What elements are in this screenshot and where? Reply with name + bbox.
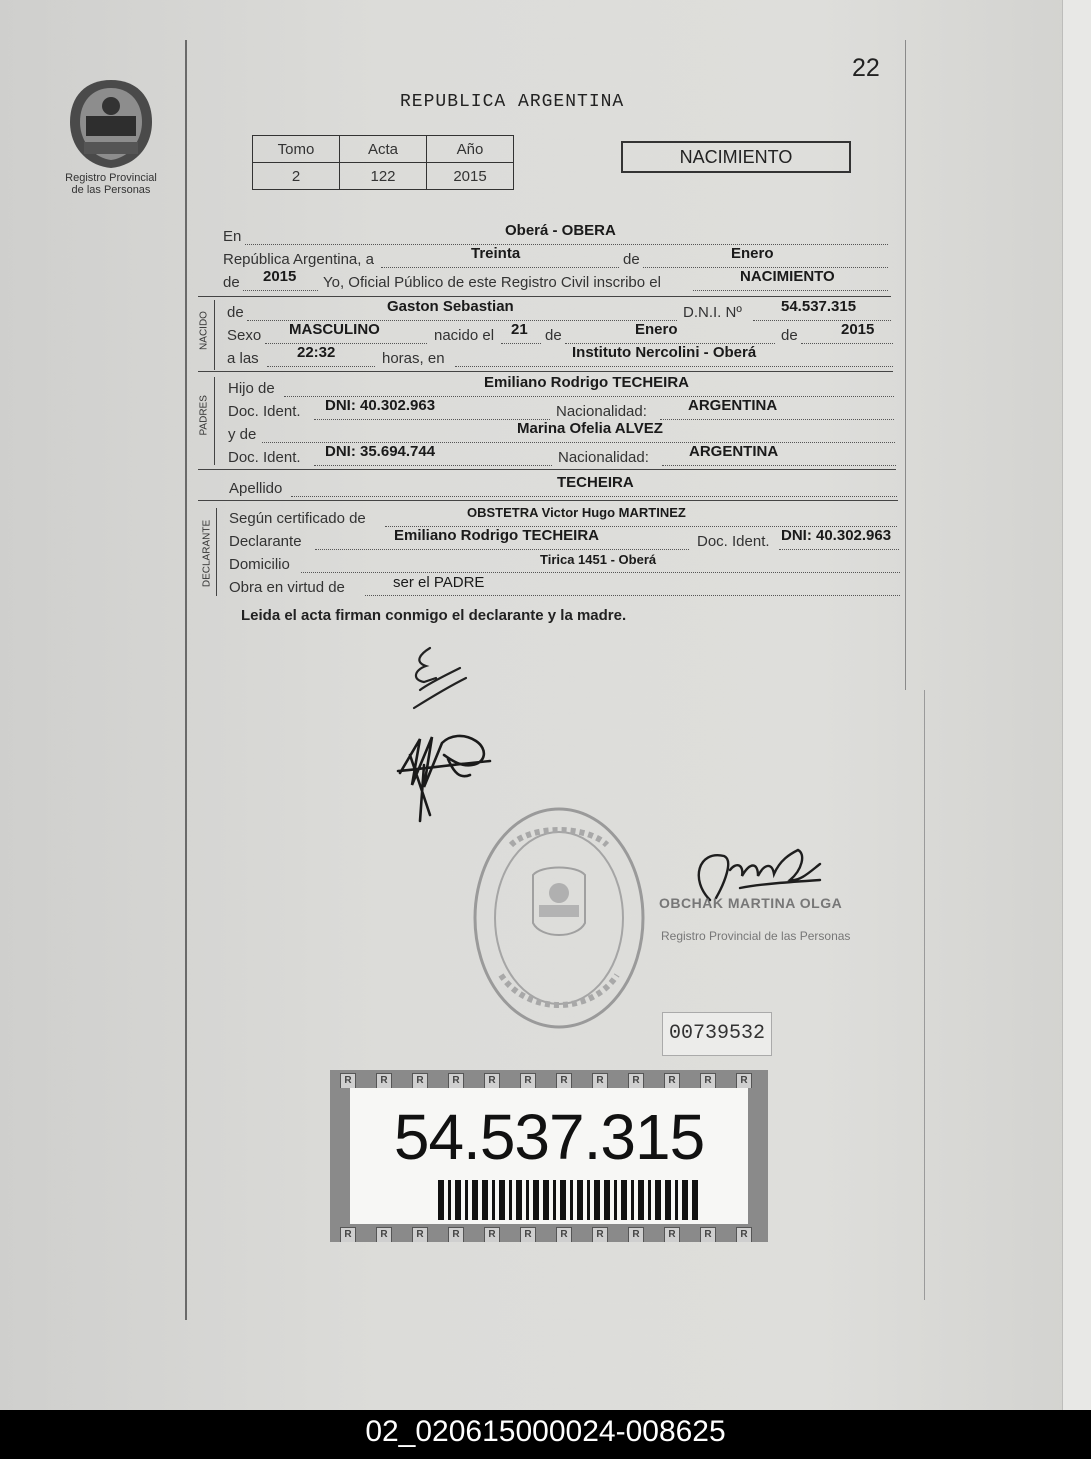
value-place: Oberá - OBERA [505, 222, 616, 239]
section-divider-declarante [198, 500, 898, 501]
row-en [223, 222, 888, 248]
label-y-de: y de [228, 426, 257, 443]
row-capacity [229, 574, 900, 599]
value-birth-day: 21 [511, 321, 528, 338]
label-de-birth-year: de [781, 327, 798, 344]
label-sexo: Sexo [227, 327, 262, 344]
value-sex: MASCULINO [289, 321, 380, 338]
value-mother-name: Marina Ofelia ALVEZ [517, 420, 663, 437]
right-border-line-lower [924, 690, 925, 1300]
section-divider-padres [198, 371, 893, 372]
label-a-las: a las [227, 350, 259, 367]
label-en: En [223, 228, 242, 245]
value-child-dni: 54.537.315 [781, 298, 857, 315]
value-year: 2015 [263, 268, 297, 285]
label-de: de [623, 251, 640, 268]
label-nacionalidad-father: Nacionalidad: [556, 403, 647, 420]
value-acta: 122 [340, 163, 427, 190]
reference-table [252, 135, 514, 190]
value-mother-nationality: ARGENTINA [689, 443, 779, 460]
reference-value-row [253, 163, 514, 190]
label-obra-en-virtud: Obra en virtud de [229, 579, 345, 596]
section-bar-declarante [216, 508, 217, 596]
value-birth-month: Enero [635, 321, 678, 338]
section-divider-nacido [198, 296, 891, 297]
officer-name: OBCHAK MARTINA OLGA [659, 895, 843, 911]
value-child-name: Gaston Sebastian [387, 298, 514, 315]
side-label-declarante: DECLARANTE [201, 519, 213, 588]
value-declarant-doc: DNI: 40.302.963 [781, 527, 892, 544]
row-declarant [229, 527, 899, 553]
issuer-caption [55, 172, 167, 196]
label-de-month: de [545, 327, 562, 344]
provincial-coat-of-arms-icon [66, 78, 156, 170]
label-apellido: Apellido [229, 480, 283, 497]
row-mother-doc [228, 443, 896, 469]
row-birth-time [223, 344, 893, 370]
document-title: REPUBLICA ARGENTINA [400, 92, 625, 112]
label-republica: República Argentina, a [223, 251, 374, 268]
label-segun-certificado: Según certificado de [229, 510, 366, 527]
section-bar-padres [214, 377, 215, 465]
reference-header-row [253, 136, 514, 163]
barcode-icon [438, 1180, 700, 1220]
value-birth-place: Instituto Nercolini - Oberá [572, 344, 757, 361]
sticker-security-band-bottom: R R R R R R R R R R R R [330, 1224, 768, 1242]
value-birth-time: 22:32 [297, 344, 336, 361]
value-day-words: Treinta [471, 245, 521, 262]
header-ano: Año [427, 136, 514, 163]
scan-footer-id: 02_020615000024-008625 [365, 1415, 726, 1448]
serial-number: 00739532 [662, 1012, 772, 1056]
officer-title: Registro Provincial de las Personas [661, 929, 851, 943]
closing-statement: Leida el acta firman conmigo el declarante y la madre. [241, 607, 627, 624]
value-surname: TECHEIRA [557, 474, 634, 491]
value-address: Tirica 1451 - Oberá [540, 552, 657, 567]
label-nacionalidad-mother: Nacionalidad: [558, 449, 649, 466]
header-acta: Acta [340, 136, 427, 163]
value-declarant-name: Emiliano Rodrigo TECHEIRA [394, 527, 600, 544]
adjacent-page-edge [1062, 0, 1091, 1410]
sticker-id-number: 54.537.315 [393, 1101, 705, 1173]
label-doc-ident-father: Doc. Ident. [228, 403, 301, 420]
sticker-security-band-top: R R R R R R R R R R R R [330, 1070, 768, 1088]
issuer-caption-line2: de las Personas [71, 184, 151, 196]
record-type-box: NACIMIENTO [621, 141, 851, 173]
row-surname [229, 474, 897, 500]
value-month: Enero [731, 245, 774, 262]
label-de-year: de [223, 274, 240, 291]
binding-margin-line [185, 40, 187, 1320]
side-label-padres: PADRES [198, 395, 210, 436]
row-year [223, 268, 888, 294]
value-father-doc: DNI: 40.302.963 [325, 397, 436, 414]
value-birth-year: 2015 [841, 321, 875, 338]
label-domicilio: Domicilio [229, 556, 290, 573]
label-doc-ident-declarant: Doc. Ident. [697, 533, 770, 550]
value-mother-doc: DNI: 35.694.744 [325, 443, 436, 460]
section-divider-apellido [198, 469, 896, 470]
value-ano: 2015 [427, 163, 514, 190]
label-horas-en: horas, en [382, 350, 445, 367]
declarant-signature-icon [400, 640, 480, 715]
value-record-kind: NACIMIENTO [740, 268, 835, 285]
header-tomo: Tomo [253, 136, 340, 163]
label-registrar: Yo, Oficial Público de este Registro Civil inscribo el [323, 274, 661, 291]
section-bar-nacido [214, 300, 215, 370]
official-seal-icon [471, 805, 647, 1031]
issuer-caption-line1: Registro Provincial [65, 172, 157, 184]
label-dni: D.N.I. Nº [683, 304, 742, 321]
value-father-name: Emiliano Rodrigo TECHEIRA [484, 374, 690, 391]
label-declarante: Declarante [229, 533, 302, 550]
label-hijo-de: Hijo de [228, 380, 275, 397]
value-certificate-by: OBSTETRA Victor Hugo MARTINEZ [467, 505, 686, 520]
right-border-line [905, 40, 906, 690]
value-capacity: ser el PADRE [393, 574, 485, 591]
sticker-label [350, 1088, 748, 1224]
label-doc-ident-mother: Doc. Ident. [228, 449, 301, 466]
id-number-sticker [330, 1070, 768, 1242]
page-number: 22 [852, 54, 880, 82]
value-father-nationality: ARGENTINA [688, 397, 778, 414]
side-label-nacido: NACIDO [198, 311, 210, 350]
row-address [229, 552, 900, 576]
value-tomo: 2 [253, 163, 340, 190]
label-nacido-el: nacido el [434, 327, 495, 344]
label-de-child: de [227, 304, 244, 321]
